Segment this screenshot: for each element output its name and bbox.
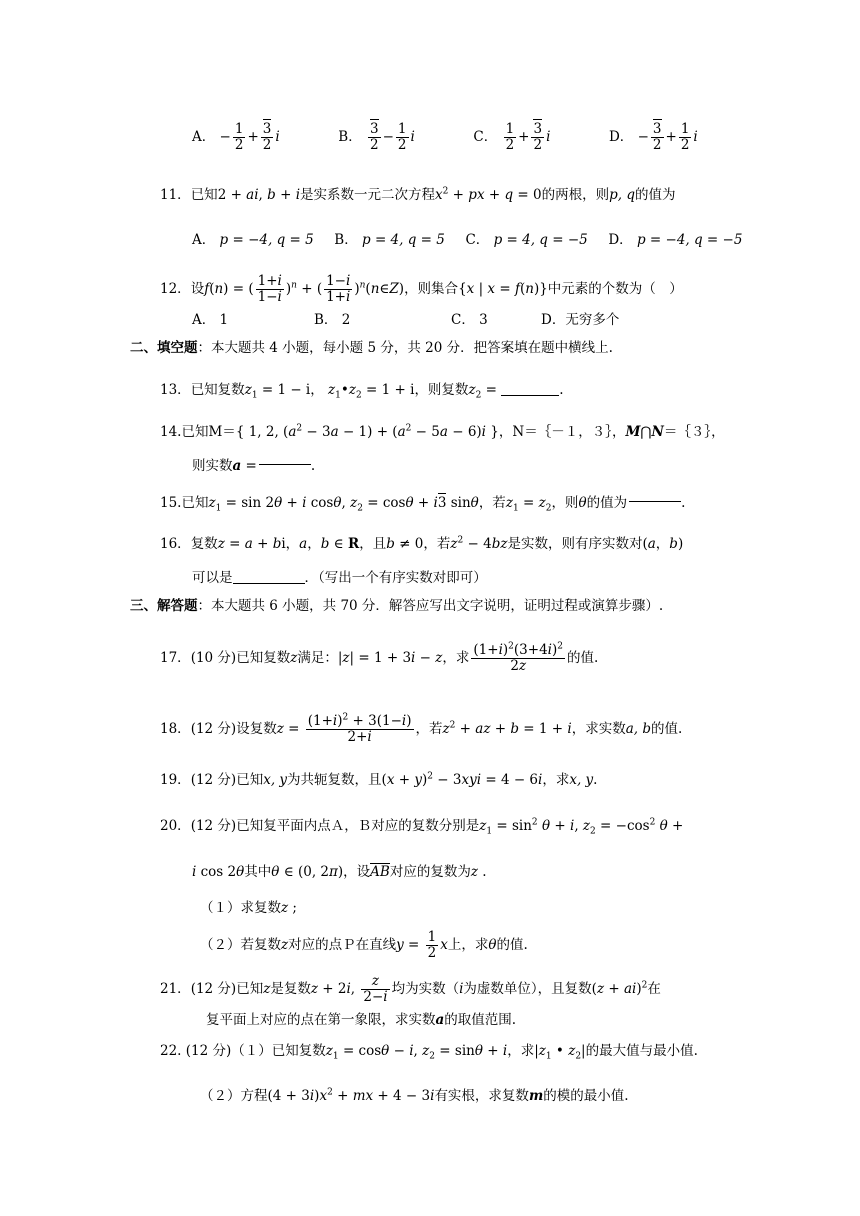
q11-options (192, 230, 742, 250)
q11-equation-math: $x^2$ + px + q = 0 (435, 186, 542, 203)
q20-sub2-post: 上，求 (447, 936, 489, 953)
q17-z-math: z (290, 649, 298, 666)
q16-number: 16． (160, 536, 191, 552)
q14-text-mid: ，N＝｛－１，３｝， (498, 424, 626, 440)
q11-roots-math: 2 + ai, b + i (217, 187, 301, 203)
q20-sub2-mid: 对应的点Ｐ在直线 (288, 936, 397, 953)
q16-text-mid: ，且 (359, 536, 387, 552)
q14-answer-blank[interactable] (259, 464, 311, 466)
q15-eq-math: $z_1 = z_2$ (505, 495, 552, 514)
q21-expr-math: z + 2i, $\frac{z}{2-i}$ (310, 973, 388, 1005)
q12-text-post: 中元素的个数为（ ） (547, 280, 683, 297)
q14-text: 已知M＝ (181, 424, 236, 440)
section2-title: 二、填空题 (130, 340, 198, 356)
q21-line2-end: 的取值范围. (444, 1012, 517, 1028)
q22-number: 22. (160, 1043, 182, 1059)
q10-option-d-label: D． (608, 128, 634, 145)
q10-option-b-label: B． (338, 128, 362, 145)
q11-option-c-label: C． (465, 232, 490, 248)
q21-a-var: a (435, 1012, 445, 1028)
q12-text: 设 (190, 280, 205, 297)
q15-z-math: $z_1 = \sin 2\theta + i$ cosθ, $z_2 = \cos\theta + i3$ sinθ (208, 495, 479, 514)
q20-sub2-theta: θ (488, 936, 497, 953)
q16-z-math: z = a + bi (217, 536, 286, 552)
q17-text: 已知复数 (236, 649, 291, 666)
q14-number: 14. (160, 424, 182, 440)
q11-text: 已知 (190, 187, 218, 203)
q21-text-post: 在 (647, 980, 661, 997)
q22-sub2-end: 的模的最小值. (543, 1088, 629, 1104)
q15-answer-blank[interactable] (629, 501, 681, 503)
q20-sub2-text: （２）若复数 (200, 936, 281, 953)
q11-stem (160, 185, 675, 205)
q20-line2-text: 其中 (244, 864, 272, 880)
q13-sep: ， (310, 382, 324, 398)
q21-number: 21． (160, 980, 191, 997)
q12-option-d: D．无穷多个 (541, 312, 620, 328)
q19-score: (12 分) (190, 772, 237, 788)
q16-expr-math: $z^2 - 4bz$ (450, 535, 508, 552)
q10-option-b-expr: $\frac{3}{2}$ − $\frac{1}{2}$ i (370, 121, 415, 153)
q11-option-a-label: A． (192, 232, 216, 248)
q18-eq-math: $z^2$ + az + b = 1 + i (442, 720, 572, 737)
q10-option-c-label: C． (473, 128, 498, 145)
q15-text: 已知 (181, 495, 209, 511)
q15 (160, 493, 685, 513)
q21-square-math: (z + ai)$^2$ (591, 980, 648, 997)
q12-option-c: C． 3 (451, 312, 488, 328)
q19-text: 已知 (236, 772, 264, 788)
q12-stem (160, 274, 683, 305)
q15-number: 15. (160, 495, 182, 511)
section-answer-header (130, 596, 663, 616)
q14-set-m-math: { 1, 2, $(a^2 - 3a - 1) + (a^2 - 5a - 6)i$ } (235, 423, 499, 440)
q11-pq-math: p, q (609, 187, 635, 203)
q22-z-math: $z_1 = \cos\theta - i$, $z_2 = \sin\theta + i$ (325, 1043, 508, 1062)
q17-end: 的值. (567, 649, 599, 666)
q21-line2 (206, 1010, 516, 1030)
q20-line-math: y = $\frac{1}{2}$ x (396, 929, 448, 961)
q19-text-mid: 为共轭复数，且 (287, 772, 382, 788)
q22-sub2-text: （２）方程 (200, 1088, 268, 1104)
q12-options (192, 310, 619, 330)
q21-text-mid2: 均为实数（ (391, 980, 460, 997)
q22-line1 (160, 1041, 698, 1061)
q10-option-a-expr: − $\frac{1}{2}$ + $\frac{3}{2}$ i (219, 121, 280, 153)
q20-range-math: θ ∈ (0, 2π) (271, 864, 344, 880)
q11-text-end: 的值为 (634, 187, 676, 203)
q14-end: . (310, 458, 316, 474)
q18-z-math: z = $\frac{(1+i)^2 + 3(1-i)}{2+i}$ (276, 712, 412, 745)
q12-number: 12． (160, 280, 191, 297)
q20-sub1-text: （１）求复数 (200, 900, 281, 916)
q20-sub2 (200, 930, 528, 961)
q11-text-post: 的两根，则 (541, 187, 610, 203)
q13-number: 13． (160, 382, 191, 398)
q15-text-post: ，则 (551, 495, 579, 511)
q13-end: . (559, 382, 564, 398)
q16-ab-math: a，b ∈ R (299, 536, 360, 552)
q21-line2-text: 复平面上对应的点在第一象限，求实数 (206, 1012, 436, 1028)
q16-text: 复数 (190, 536, 218, 552)
q15-tail: . (681, 495, 686, 511)
q16-line1 (160, 534, 683, 554)
q18-end: 的值. (651, 720, 683, 737)
q20-line2-post: ，设 (343, 864, 371, 880)
q19-end: . (593, 772, 598, 788)
q20-sub2-end: 的值. (496, 936, 528, 953)
q11-option-b-label: B． (334, 232, 358, 248)
q20-sub1: （１）求复数z ; (200, 900, 297, 916)
q21-text-mid: 是复数 (270, 980, 311, 997)
q10-options-row (192, 122, 698, 153)
q20-sub1-z: z (281, 900, 289, 916)
q18-ab-math: a, b (625, 720, 652, 737)
section2-desc: ：本大题共 4 小题，每小题 5 分，共 20 分．把答案填在题中横线上. (197, 340, 613, 356)
q19-number: 19． (160, 772, 191, 788)
q13-product-math: $z_1•z_2 = 1 + i$ (328, 382, 415, 401)
q22-m-var: m (528, 1088, 544, 1104)
q20-sub2-z: z (281, 936, 289, 953)
q11-option-d: p = −4, q = −5 (636, 232, 743, 248)
q13-answer-blank[interactable] (501, 381, 559, 396)
q16-text-mid4: 是实数，则有序实数对 (507, 536, 643, 552)
q20-line2: i cos 2θ其中θ ∈ (0, 2π)，设AB对应的复数为z . (192, 864, 487, 880)
q17-text-mid: 满足： (297, 649, 338, 666)
q22-abs-math: $|z_1$ • $z_2|$ (534, 1043, 586, 1062)
q21-i-var: i (459, 980, 464, 997)
q22-line2 (200, 1086, 629, 1106)
q11-option-b: p = 4, q = 5 (362, 232, 445, 248)
section-fill-in-header (130, 338, 613, 358)
q21-z-var: z (263, 980, 271, 997)
q11-option-c: p = 4, q = −5 (493, 232, 588, 248)
q19 (160, 770, 597, 790)
q11-option-a: p = −4, q = 5 (219, 232, 314, 248)
q16-line2 (192, 568, 487, 588)
q14-line2-text: 则实数 (192, 458, 233, 474)
q12-option-a: A． 1 (192, 312, 229, 328)
q16-text-mid3: ，若 (423, 536, 451, 552)
q17-text-post: ，求 (442, 649, 470, 666)
q22-sub1-mid: ，求 (507, 1043, 535, 1059)
q16-line2-post: ．（写出一个有序实数对即可） (304, 570, 487, 586)
q20-z-var: z (470, 864, 478, 880)
q20-vector-ab-math: AB (370, 864, 390, 880)
q16-line2-text: 可以是 (192, 570, 233, 586)
q13-z1-math: $z_1 = 1 - i$ (244, 382, 311, 401)
q14-line2: 则实数a = . (192, 458, 316, 474)
q17 (160, 643, 598, 674)
q17-score: (10 分) (190, 649, 237, 666)
q18-score: (12 分) (190, 720, 237, 737)
q13-text-post: ，则复数 (414, 382, 469, 398)
q16-pair-math: (a，b) (642, 536, 684, 552)
q10-option-a-label: A． (192, 128, 216, 145)
q15-text-mid: ，若 (478, 495, 506, 511)
section3-title: 三、解答题 (130, 598, 198, 614)
q12-text-mid: ，则集合 (404, 280, 459, 297)
q12-option-b: B． 2 (314, 312, 351, 328)
q18-text-mid: ，若 (415, 720, 443, 737)
q20-text: 已知复平面内点Ａ，Ｂ对应的复数分别是 (236, 818, 480, 834)
q14-intersection-math: M (625, 424, 641, 440)
q16-answer-blank[interactable] (233, 569, 305, 584)
q17-number: 17． (160, 649, 191, 666)
q13-z2-math: $z_2$ = (468, 382, 502, 401)
q13-text: 已知复数 (190, 382, 245, 398)
q14-line1: 14.已知M＝{ 1, 2, $(a^2 - 3a - 1) + (a^2 - 5a - 6)i$ }，N＝｛－１，３｝，M⋂N＝｛３｝， (160, 423, 725, 440)
q20-score: (12 分) (190, 818, 237, 834)
q22-sub2-mid: 有实根，求复数 (434, 1088, 529, 1104)
q19-xy2-math: x, y (569, 772, 594, 788)
q10-option-d-expr: − $\frac{3}{2}$ + $\frac{1}{2}$ i (637, 121, 698, 153)
q14-text-mid2: ＝｛３｝， (663, 424, 725, 440)
q20-line1 (160, 816, 683, 836)
q17-condition-math: |z| = 1 + 3i − z (337, 649, 443, 666)
q18-text-post: ，求实数 (571, 720, 626, 737)
q12-set-math: {x | x = f(n)} (458, 280, 548, 297)
q19-eq-math: $(x + y)^2 - 3xyi = 4 - 6i$ (381, 771, 543, 788)
q18-text: 设复数 (236, 720, 277, 737)
q15-text-end: 的值为 (586, 495, 628, 511)
q16-b-ne-math: b ≠ 0 (386, 536, 424, 552)
q19-text-post: ，求 (542, 772, 570, 788)
q21-text: 已知 (236, 980, 264, 997)
q22-score: (12 分) (185, 1043, 232, 1059)
q11-text-mid: 是实系数一元二次方程 (300, 187, 436, 203)
q15-theta-math: θ (578, 495, 587, 511)
q18-number: 18． (160, 720, 191, 737)
q20-z-math: $z_1 = \sin^2 \theta + i$, $z_2 = -\cos^2$ θ + (479, 817, 684, 837)
q20-cont-math: i cos 2θ (192, 864, 245, 880)
q22-sub1-end: 的最大值与最小值. (585, 1043, 698, 1059)
q20-line2-end: 对应的复数为 (389, 864, 471, 880)
q12-function-math: f(n) = ( $\frac{1+i}{1-i}$ )$^n$ + ( $\frac{1-i}{1+i}$ )$^n$(n∈Z) (204, 273, 405, 305)
q21-score: (12 分) (190, 980, 237, 997)
q10-option-c-expr: $\frac{1}{2}$ + $\frac{3}{2}$ i (505, 121, 551, 153)
section3-desc: ：本大题共 6 小题，共 70 分．解答应写出文字说明，证明过程或演算步骤）. (197, 598, 664, 614)
q21-text-mid3: 为虚数单位），且复数 (463, 980, 592, 997)
q20-number: 20． (160, 818, 191, 834)
q16-sep: ， (285, 536, 300, 552)
q21-line1 (160, 974, 661, 1005)
q22-sub1-text: （１）已知复数 (231, 1043, 326, 1059)
q14-a-math: a (232, 458, 242, 474)
q11-number: 11． (160, 187, 191, 203)
q17-fraction-math: $\frac{(1+i)^2(3+4i)^2}{2z}$ (473, 641, 564, 674)
q11-option-d-label: D． (608, 232, 633, 248)
q19-xy-math: x, y (263, 772, 288, 788)
q22-equation-math: $(4 + 3i)x^2$ + mx + 4 − 3i (267, 1087, 435, 1104)
q18 (160, 714, 682, 745)
q13 (160, 380, 564, 400)
